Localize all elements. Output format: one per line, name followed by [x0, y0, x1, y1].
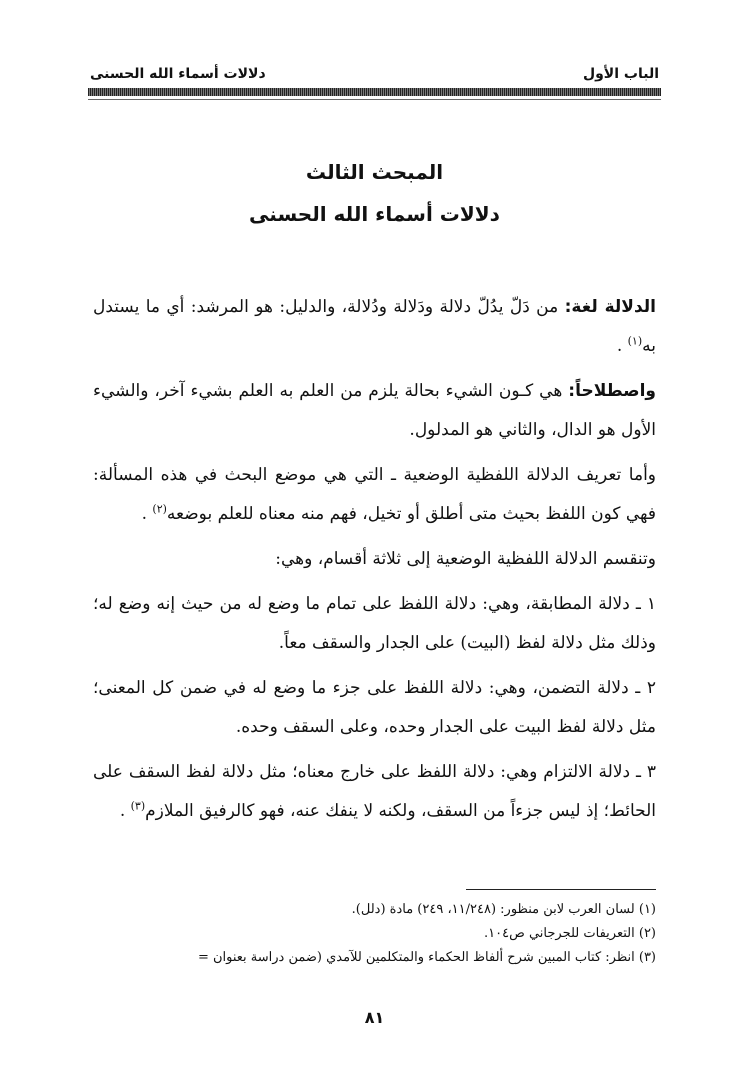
- running-header: [90, 60, 659, 82]
- paragraph-divisions: [93, 540, 656, 579]
- list-item-text: ١ ـ دلالة المطابقة، وهي: دلالة اللفظ على تمام ما وضع له من حيث إنه وضع له؛ وذلك مثل دلالة لفظ (البيت) على الجدار والسقف معاً.: [93, 594, 656, 653]
- list-item-2: [93, 669, 656, 747]
- header-rule-thin: [88, 99, 661, 100]
- term-label: واصطلاحاً:: [568, 381, 656, 401]
- paragraph-text: وأما تعريف الدلالة اللفظية الوضعية ـ التي هي موضع البحث في هذه المسألة: فهي كون اللفظ بحيث متى أطلق أو تخيل، فهم منه معناه للعلم بوضعه: [93, 465, 656, 524]
- list-item-text: ٢ ـ دلالة التضمن، وهي: دلالة اللفظ على جزء ما وضع له في ضمن كل المعنى؛ مثل دلالة لفظ البيت على الجدار وحده، وعلى السقف وحده.: [93, 678, 656, 737]
- list-item-3: ٣ ـ دلالة الالتزام وهي: دلالة اللفظ على خارج معناه؛ مثل دلالة لفظ السقف على الحائط؛ إذ ليس جزءاً من السقف، ولكنه لا ينفك عنه، فهو كالرفيق الملازم$^{(٣)}$ .: [93, 762, 656, 821]
- footnote-rule: [466, 889, 656, 890]
- paragraph-technical: [93, 372, 656, 450]
- section-heading: المبحث الثالث: [305, 160, 444, 184]
- list-item-1: [93, 585, 656, 663]
- footnote-1: (١) لسان العرب لابن منظور: (١١/٢٤٨، ٢٤٩) مادة (دلل).: [351, 902, 656, 917]
- footnote-2: (٢) التعريفات للجرجاني ص١٠٤.: [484, 926, 656, 941]
- paragraph-text: وتنقسم الدلالة اللفظية الوضعية إلى ثلاثة أقسام، وهي:: [275, 549, 656, 569]
- list-item-text: ٣ ـ دلالة الالتزام وهي: دلالة اللفظ على خارج معناه؛ مثل دلالة لفظ السقف على الحائط؛ إذ ليس جزءاً من السقف، ولكنه لا ينفك عنه، فهو كالرفيق الملازم: [93, 762, 656, 821]
- section-running-title: دلالات أسماء الله الحسنى: [90, 66, 266, 82]
- footnotes: [93, 898, 656, 970]
- paragraph-text: من دَلّ يدُلّ دلالة ودَلالة ودُلالة، والدليل: هو المرشد: أي ما يستدل به: [93, 297, 656, 356]
- paragraph-linguistic: الدلالة لغة: من دَلّ يدُلّ دلالة ودَلالة ودُلالة، والدليل: هو المرشد: أي ما يستدل به$^{(١)}$ .: [93, 297, 656, 356]
- footnote-ref: (٣): [130, 799, 146, 813]
- term-label: الدلالة لغة:: [564, 297, 656, 317]
- paragraph-definition: وأما تعريف الدلالة اللفظية الوضعية ـ التي هي موضع البحث في هذه المسألة: فهي كون اللفظ بحيث متى أطلق أو تخيل، فهم منه معناه للعلم بوضعه$^{(٢)}$ .: [93, 465, 656, 524]
- footnote-ref: (١): [627, 334, 643, 348]
- paragraph-text: هي كـون الشيء بحالة يلزم من العلم به العلم بشيء آخر، والشيء الأول هو الدال، والثاني هو المدلول.: [93, 381, 656, 440]
- page-number: ٨١: [364, 1008, 385, 1027]
- section-subheading: دلالات أسماء الله الحسنى: [249, 202, 500, 226]
- chapter-title: الباب الأول: [582, 66, 659, 82]
- body-text: [93, 288, 656, 837]
- footnote-3: (٣) انظر: كتاب المبين شرح ألفاظ الحكماء والمتكلمين للآمدي (ضمن دراسة بعنوان =: [197, 950, 656, 965]
- footnote-ref: (٢): [152, 502, 167, 516]
- header-rule: [88, 88, 661, 96]
